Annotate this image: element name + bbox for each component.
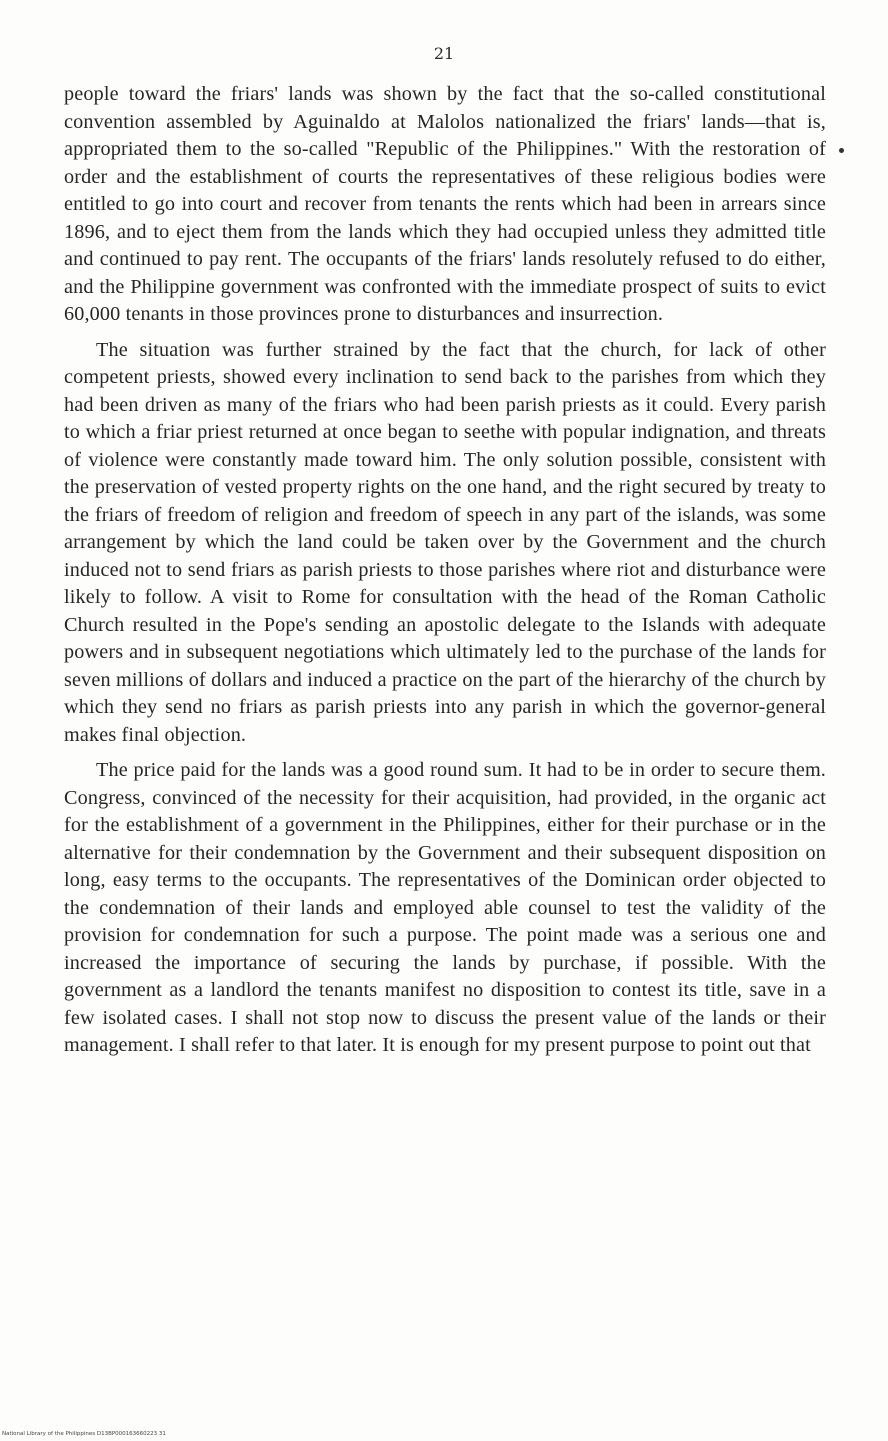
paragraph: The situation was further strained by the fact that the church, for lack of other competent priests, showed every inclination to send back to the parishes from which they had been driven as many of the friars who had been parish priests as it could. Every parish to which a friar priest returned at once began to seethe with popular indignation, and threats of violence were constantly made toward him. The only solution possible, consistent with the preservation of vested property rights on the one hand, and the right secured by treaty to the friars of freedom of religion and freedom of speech in any part of the islands, was some arrangement by which the land could be taken over by the Government and the church induced not to send friars as parish priests to those parishes where riot and disturbance were likely to follow. A visit to Rome for consultation with the head of the Roman Catholic Church resulted in the Pope's sending an apostolic delegate to the Islands with adequate powers and in subsequent negotiations which ultimately led to the purchase of the lands for seven millions of dollars and induced a practice on the part of the hierarchy of the church by which they send no friars as parish priests into any parish in which the governor-general makes final objection. [64,338,826,746]
paragraph: people toward the friars' lands was shown by the fact that the so-called constitutional convention assembled by Aguinaldo at Malolos nationalized the friars' lands—that is, appropriated them to the so-called "Republic of the Philippines." With the restoration of order and the establishment of courts the representatives of these religious bodies were entitled to go into court and recover from tenants the rents which had been in arrears since 1896, and to eject them from the lands which they had occupied unless they admitted title and continued to pay rent. The occupants of the friars' lands resolutely refused to do either, and the Philippine government was confronted with the immediate prospect of suits to evict 60,000 tenants in those provinces prone to disturbances and insurrection. [64,83,826,325]
page-number: 21 [433,44,455,63]
margin-mark [839,148,844,153]
scan-credit-footer: National Library of the Philippines D13BP000163660223 31 [2,1431,166,1437]
paragraph: The price paid for the lands was a good round sum. It had to be in order to secure them. Congress, convinced of the necessity for their acquisition, had provided, in the organic act for the establishment of a government in the Philippines, either for their purchase or in the alternative for their condemnation by the Government and their subsequent disposition on long, easy terms to the occupants. The representatives of the Dominican order objected to the condemnation of their lands and employed able counsel to test the validity of the provision for condemnation for such a purpose. The point made was a serious one and increased the importance of securing the lands by purchase, if possible. With the government as a landlord the tenants manifest no disposition to contest its title, save in a few isolated cases. I shall not stop now to discuss the present value of the lands or their management. I shall refer to that later. It is enough for my present purpose to point out that [64,759,826,1056]
body-text [64,81,826,1060]
